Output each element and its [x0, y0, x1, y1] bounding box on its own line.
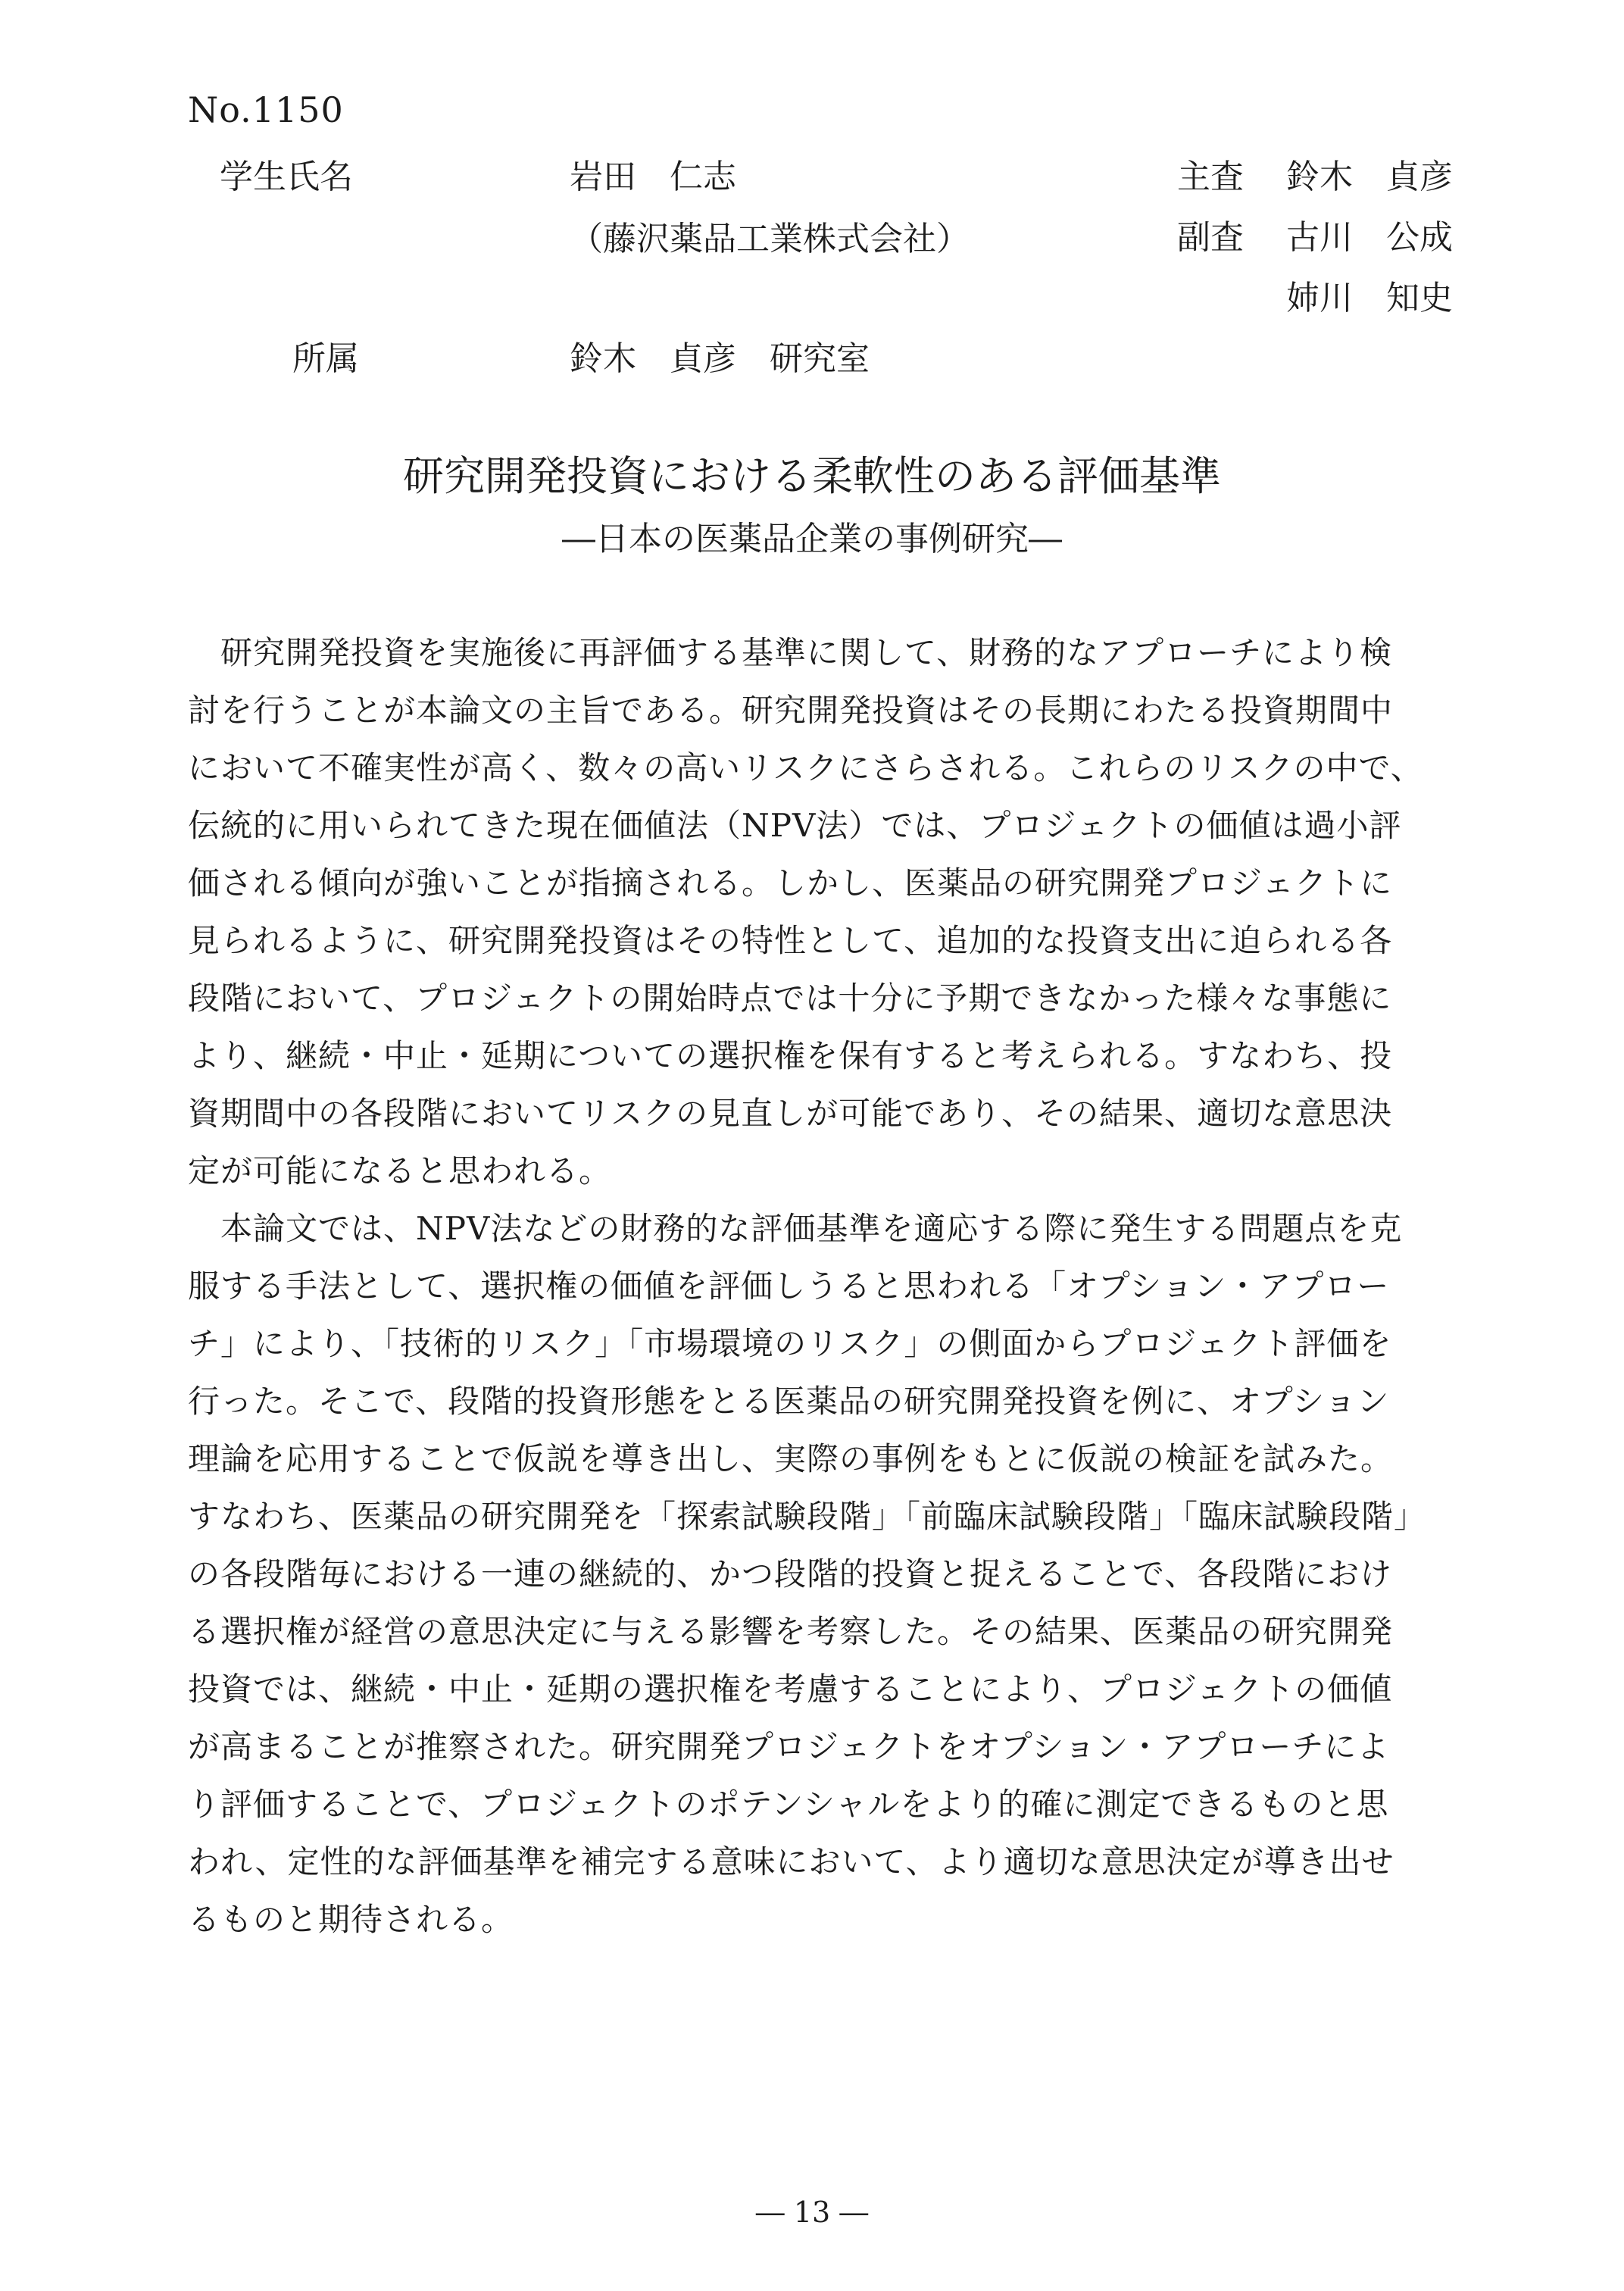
- body-line: 見られるように、研究開発投資はその特性として、追加的な投資支出に迫られる各: [188, 922, 1393, 959]
- body-line: 本論文では、NPV法などの財務的な評価基準を適応する際に発生する問題点を克: [188, 1210, 1403, 1247]
- examiner-name: 姉川 知史: [1286, 279, 1453, 317]
- abstract-body: [188, 633, 1448, 1958]
- body-line: 段階において、プロジェクトの開始時点では十分に予期できなかった様々な事態に: [188, 980, 1392, 1017]
- page-number: ― 13 ―: [755, 2196, 869, 2229]
- examiner-role: 副査: [1177, 218, 1244, 257]
- body-line: 資期間中の各段階においてリスクの見直しが可能であり、その結果、適切な意思決: [188, 1095, 1393, 1132]
- body-line: り評価することで、プロジェクトのポテンシャルをより的確に測定できるものと思: [188, 1786, 1389, 1823]
- body-line: 理論を応用することで仮説を導き出し、実際の事例をもとに仮説の検証を試みた。: [188, 1440, 1394, 1477]
- examiner-role: 主査: [1177, 158, 1244, 196]
- body-line: 投資では、継続・中止・延期の選択権を考慮することにより、プロジェクトの価値: [188, 1671, 1393, 1708]
- examiner-list: [1177, 156, 1453, 338]
- body-line: が高まることが推察された。研究開発プロジェクトをオプション・アプローチによ: [188, 1728, 1390, 1765]
- examiner-name: 古川 公成: [1286, 218, 1453, 257]
- document-number: No.1150: [188, 89, 344, 130]
- body-line: 服する手法として、選択権の価値を評価しうると思われる「オプション・アプロー: [188, 1267, 1390, 1305]
- body-line: 研究開発投資を実施後に再評価する基準に関して、財務的なアプローチにより検: [188, 634, 1393, 671]
- affiliation-label: 所属: [292, 339, 359, 378]
- paper-title: 研究開発投資における柔軟性のある評価基準: [403, 452, 1221, 500]
- body-line: 行った。そこで、段階的投資形態をとる医薬品の研究開発投資を例に、オプション: [188, 1383, 1390, 1420]
- body-line: 定が可能になると思われる。: [188, 1152, 612, 1189]
- student-name-label: 学生氏名: [220, 158, 353, 196]
- examiner-row-vice-2: [1177, 277, 1453, 338]
- body-line: 伝統的に用いられてきた現在価値法（NPV法）では、プロジェクトの価値は過小評: [188, 807, 1402, 844]
- student-company: （藤沢薬品工業株式会社）: [570, 220, 970, 258]
- body-line: われ、定性的な評価基準を補完する意味において、より適切な意思決定が導き出せ: [188, 1843, 1394, 1880]
- student-name: 岩田 仁志: [570, 158, 736, 196]
- examiner-name: 鈴木 貞彦: [1286, 158, 1453, 196]
- examiner-row-vice: [1177, 217, 1453, 277]
- body-line: チ」により、「技術的リスク」「市場環境のリスク」の側面からプロジェクト評価を: [188, 1325, 1392, 1362]
- paper-subtitle: ―日本の医薬品企業の事例研究―: [562, 520, 1062, 558]
- body-line: の各段階毎における一連の継続的、かつ段階的投資と捉えることで、各段階におけ: [188, 1555, 1393, 1592]
- affiliation-lab: 鈴木 貞彦 研究室: [570, 339, 870, 378]
- body-line: 価される傾向が強いことが指摘される。しかし、医薬品の研究開発プロジェクトに: [188, 864, 1393, 902]
- body-line: すなわち、医薬品の研究開発を「探索試験段階」「前臨床試験段階」「臨床試験段階」: [188, 1498, 1427, 1535]
- examiner-row-chief: [1177, 156, 1453, 217]
- body-line: 討を行うことが本論文の主旨である。研究開発投資はその長期にわたる投資期間中: [188, 692, 1394, 729]
- body-line: る選択権が経営の意思決定に与える影響を考察した。その結果、医薬品の研究開発: [188, 1613, 1394, 1650]
- body-line: るものと期待される。: [188, 1901, 514, 1938]
- body-line: より、継続・中止・延期についての選択権を保有すると考えられる。すなわち、投: [188, 1037, 1393, 1074]
- body-line: において不確実性が高く、数々の高いリスクにさらされる。これらのリスクの中で、: [188, 749, 1423, 786]
